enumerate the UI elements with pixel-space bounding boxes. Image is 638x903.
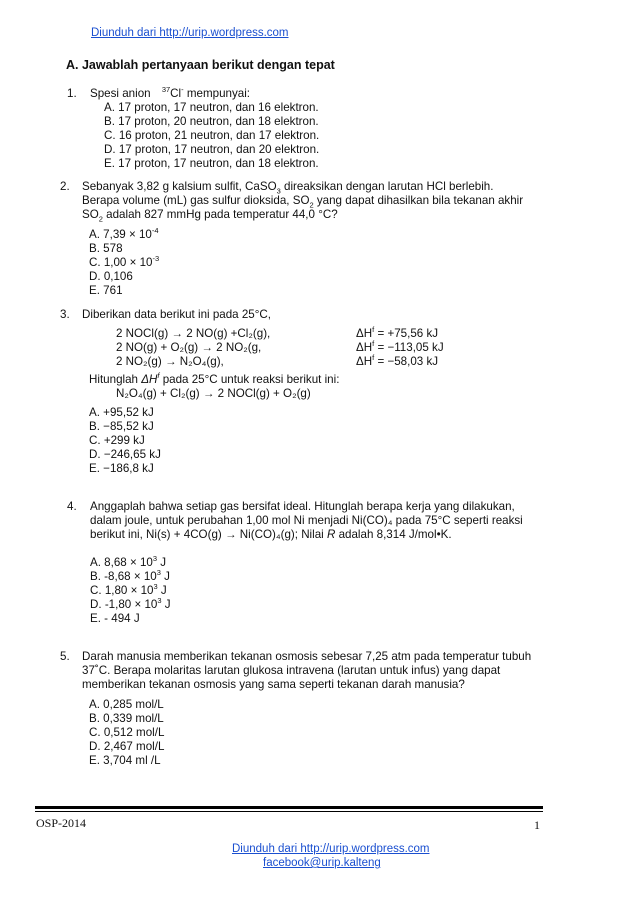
question-stem-line-3: berikut ini, Ni(s) + 4CO(g) → Ni(CO)₄(g); Nilai R adalah 8,314 J/mol•K. bbox=[90, 528, 452, 541]
question-stem: Spesi anion $^{37}$Cl- mempunyai: bbox=[90, 85, 251, 100]
option-d: D. 0,106 bbox=[89, 270, 133, 283]
question-stem-line-2: Berapa volume (mL) gas sulfur dioksida, $SO_2$ yang dapat dihasilkan bila tekanan akhir bbox=[82, 194, 524, 210]
footer-facebook-link[interactable]: facebook@urip.kalteng bbox=[263, 857, 381, 869]
question-number: 2. bbox=[60, 180, 70, 193]
option-c: C. $1,80 \times 10^3$ J bbox=[90, 582, 167, 597]
section-title: A. Jawablah pertanyaan berikut dengan tepat bbox=[66, 58, 335, 72]
question-stem-line-1: Anggaplah bahwa setiap gas bersifat ideal. Hitunglah berapa kerja yang dilakukan, bbox=[90, 500, 515, 513]
question-ask: Hitunglah $\Delta H^f$ pada 25°C untuk reaksi berikut ini: bbox=[89, 371, 340, 386]
question-stem-line-3: $SO_2$ adalah 827 mmHg pada temperatur 44,0 °C? bbox=[82, 208, 338, 224]
footer-exam-code: OSP-2014 bbox=[36, 816, 87, 830]
option-c: C. $1,00 \times 10^{-3}$ bbox=[89, 254, 160, 269]
footer-rule-thick bbox=[35, 806, 543, 809]
option-c: C. 0,512 mol/L bbox=[89, 726, 165, 739]
option-b: B. 578 bbox=[89, 242, 123, 255]
option-a: A. 17 proton, 17 neutron, dan 16 elektron. bbox=[104, 101, 319, 114]
option-a: A. $8,68 \times 10^3$ J bbox=[90, 554, 167, 569]
reaction-3: 2 NO₂(g) → N₂O₄(g), bbox=[116, 355, 224, 368]
option-e: E. 3,704 ml /L bbox=[89, 754, 161, 767]
option-b: B. $-8,68 \times 10^3$ J bbox=[90, 568, 170, 583]
question-number: 3. bbox=[60, 308, 70, 321]
question-stem-line-2: dalam joule, untuk perubahan 1,00 mol Ni menjadi Ni(CO)₄ pada 75°C seperti reaksi bbox=[90, 514, 523, 527]
question-stem-line-2: 37˚C. Berapa molaritas larutan glukosa intravena (larutan untuk infus) yang dapat bbox=[82, 664, 501, 677]
option-e: E. 761 bbox=[89, 284, 123, 297]
header-source-link[interactable]: Diunduh dari http://urip.wordpress.com bbox=[91, 27, 289, 39]
footer-page-number: 1 bbox=[534, 818, 540, 832]
target-reaction: N₂O₄(g) + Cl₂(g) → 2 NOCl(g) + O₂(g) bbox=[116, 387, 311, 400]
question-stem-line-1: Sebanyak 3,82 g kalsium sulfit, CaSO$_3$ direaksikan dengan larutan HCl berlebih. bbox=[82, 180, 494, 196]
reaction-1: 2 NOCl(g) → 2 NO(g) +Cl₂(g), bbox=[116, 327, 271, 340]
option-e: E. −186,8 kJ bbox=[89, 462, 154, 475]
question-stem-line-3: memberikan tekanan osmosis yang sama seperti tekanan darah manusia? bbox=[82, 678, 465, 691]
option-d: D. $-1,80 \times 10^3$ J bbox=[90, 596, 171, 611]
option-d: D. 2,467 mol/L bbox=[89, 740, 165, 753]
question-number: 1. bbox=[67, 87, 77, 100]
question-stem: Diberikan data berikut ini pada 25°C, bbox=[82, 308, 271, 321]
option-c: C. +299 kJ bbox=[89, 434, 145, 447]
option-d: D. −246,65 kJ bbox=[89, 448, 161, 461]
enthalpy-1: $\Delta H^f = +75,56$ kJ bbox=[356, 325, 439, 340]
option-b: B. 0,339 mol/L bbox=[89, 712, 164, 725]
footer-source-link[interactable]: Diunduh dari http://urip.wordpress.com bbox=[232, 843, 430, 855]
option-d: D. 17 proton, 17 neutron, dan 20 elektron. bbox=[104, 143, 320, 156]
footer-rule-thin bbox=[35, 811, 543, 812]
option-a: A. $7,39 \times 10^{-4}$ bbox=[89, 226, 159, 241]
enthalpy-3: $\Delta H^f = -58,03$ kJ bbox=[356, 353, 439, 368]
enthalpy-2: $\Delta H^f = -113,05$ kJ bbox=[356, 339, 444, 354]
option-b: B. −85,52 kJ bbox=[89, 420, 154, 433]
option-a: A. 0,285 mol/L bbox=[89, 698, 164, 711]
option-e: E. - 494 J bbox=[90, 612, 140, 625]
question-number: 4. bbox=[67, 500, 77, 513]
reaction-2: 2 NO(g) + O₂(g) → 2 NO₂(g, bbox=[116, 341, 262, 354]
question-number: 5. bbox=[60, 650, 70, 663]
option-b: B. 17 proton, 20 neutron, dan 18 elektron. bbox=[104, 115, 319, 128]
question-stem-line-1: Darah manusia memberikan tekanan osmosis sebesar 7,25 atm pada temperatur tubuh bbox=[82, 650, 532, 663]
option-e: E. 17 proton, 17 neutron, dan 18 elektron. bbox=[104, 157, 319, 170]
option-a: A. +95,52 kJ bbox=[89, 406, 154, 419]
option-c: C. 16 proton, 21 neutron, dan 17 elektron. bbox=[104, 129, 320, 142]
